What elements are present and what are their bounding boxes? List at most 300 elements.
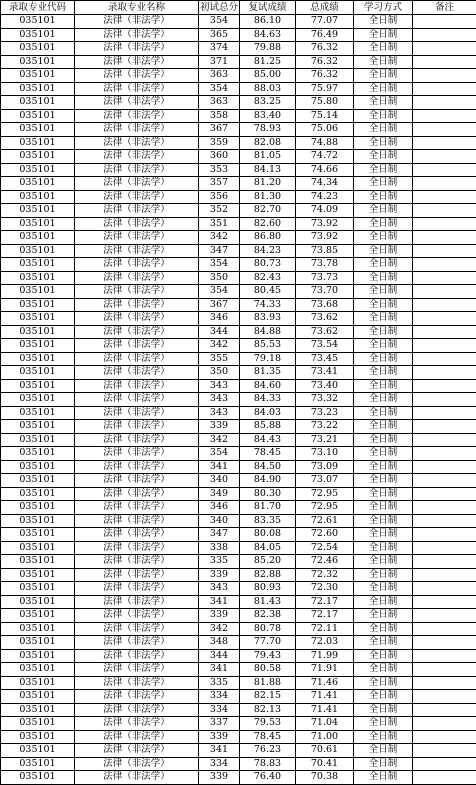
cell-major-name: 法律（非法学） (75, 514, 199, 528)
header-initial-score: 初试总分 (199, 1, 240, 15)
cell-major-code: 035101 (1, 622, 75, 636)
cell-major-code: 035101 (1, 42, 75, 56)
cell-study-mode: 全日制 (354, 703, 413, 717)
cell-major-code: 035101 (1, 703, 75, 717)
cell-retest-score: 86.10 (240, 15, 296, 29)
cell-remarks (413, 15, 476, 29)
cell-retest-score: 84.88 (240, 325, 296, 339)
cell-remarks (413, 717, 476, 731)
cell-major-code: 035101 (1, 609, 75, 623)
cell-study-mode: 全日制 (354, 757, 413, 771)
cell-major-code: 035101 (1, 366, 75, 380)
cell-major-code: 035101 (1, 717, 75, 731)
cell-retest-score: 80.58 (240, 663, 296, 677)
table-row (1, 258, 476, 272)
table-row (1, 636, 476, 650)
cell-initial-score: 339 (199, 771, 240, 785)
cell-major-name: 法律（非法学） (75, 501, 199, 515)
cell-major-name: 法律（非法学） (75, 15, 199, 29)
cell-total-score: 74.66 (296, 163, 354, 177)
cell-remarks (413, 352, 476, 366)
cell-retest-score: 82.88 (240, 568, 296, 582)
cell-remarks (413, 528, 476, 542)
cell-remarks (413, 555, 476, 569)
cell-major-code: 035101 (1, 420, 75, 434)
cell-major-name: 法律（非法学） (75, 528, 199, 542)
header-major-name: 录取专业名称 (75, 1, 199, 15)
cell-total-score: 73.45 (296, 352, 354, 366)
table-row (1, 163, 476, 177)
table-row (1, 501, 476, 515)
cell-total-score: 75.14 (296, 109, 354, 123)
cell-retest-score: 79.18 (240, 352, 296, 366)
header-remarks: 备注 (413, 1, 476, 15)
cell-retest-score: 76.23 (240, 744, 296, 758)
cell-remarks (413, 55, 476, 69)
cell-total-score: 71.00 (296, 730, 354, 744)
cell-initial-score: 354 (199, 258, 240, 272)
cell-major-name: 法律（非法学） (75, 393, 199, 407)
cell-study-mode: 全日制 (354, 258, 413, 272)
cell-major-name: 法律（非法学） (75, 123, 199, 137)
cell-remarks (413, 82, 476, 96)
table-row (1, 55, 476, 69)
table-row (1, 69, 476, 83)
cell-total-score: 74.88 (296, 136, 354, 150)
cell-study-mode: 全日制 (354, 433, 413, 447)
cell-total-score: 72.61 (296, 514, 354, 528)
cell-initial-score: 340 (199, 474, 240, 488)
cell-total-score: 76.32 (296, 42, 354, 56)
cell-study-mode: 全日制 (354, 285, 413, 299)
cell-remarks (413, 433, 476, 447)
cell-major-name: 法律（非法学） (75, 96, 199, 110)
cell-initial-score: 358 (199, 109, 240, 123)
cell-initial-score: 339 (199, 730, 240, 744)
cell-major-code: 035101 (1, 109, 75, 123)
cell-major-code: 035101 (1, 595, 75, 609)
cell-initial-score: 347 (199, 528, 240, 542)
cell-remarks (413, 609, 476, 623)
cell-major-code: 035101 (1, 55, 75, 69)
header-study-mode: 学习方式 (354, 1, 413, 15)
cell-major-code: 035101 (1, 379, 75, 393)
cell-study-mode: 全日制 (354, 744, 413, 758)
cell-retest-score: 81.20 (240, 177, 296, 191)
cell-major-code: 035101 (1, 690, 75, 704)
cell-retest-score: 78.93 (240, 123, 296, 137)
cell-major-name: 法律（非法学） (75, 379, 199, 393)
cell-remarks (413, 96, 476, 110)
cell-initial-score: 343 (199, 393, 240, 407)
table-row (1, 649, 476, 663)
cell-study-mode: 全日制 (354, 163, 413, 177)
cell-remarks (413, 744, 476, 758)
cell-study-mode: 全日制 (354, 595, 413, 609)
cell-initial-score: 347 (199, 244, 240, 258)
cell-major-code: 035101 (1, 69, 75, 83)
cell-major-name: 法律（非法学） (75, 730, 199, 744)
cell-initial-score: 339 (199, 609, 240, 623)
cell-remarks (413, 177, 476, 191)
cell-initial-score: 363 (199, 69, 240, 83)
cell-study-mode: 全日制 (354, 42, 413, 56)
cell-total-score: 70.38 (296, 771, 354, 785)
cell-remarks (413, 69, 476, 83)
cell-major-name: 法律（非法学） (75, 487, 199, 501)
cell-study-mode: 全日制 (354, 379, 413, 393)
cell-major-code: 035101 (1, 312, 75, 326)
cell-major-name: 法律（非法学） (75, 649, 199, 663)
cell-remarks (413, 244, 476, 258)
cell-remarks (413, 771, 476, 785)
table-row (1, 204, 476, 218)
cell-initial-score: 355 (199, 352, 240, 366)
cell-major-name: 法律（非法学） (75, 717, 199, 731)
cell-study-mode: 全日制 (354, 447, 413, 461)
cell-study-mode: 全日制 (354, 609, 413, 623)
header-total-score: 总成绩 (296, 1, 354, 15)
cell-study-mode: 全日制 (354, 393, 413, 407)
cell-remarks (413, 622, 476, 636)
cell-study-mode: 全日制 (354, 474, 413, 488)
cell-remarks (413, 123, 476, 137)
cell-retest-score: 84.43 (240, 433, 296, 447)
cell-major-name: 法律（非法学） (75, 231, 199, 245)
cell-remarks (413, 312, 476, 326)
cell-remarks (413, 649, 476, 663)
cell-study-mode: 全日制 (354, 15, 413, 29)
cell-major-name: 法律（非法学） (75, 271, 199, 285)
cell-total-score: 73.62 (296, 325, 354, 339)
cell-initial-score: 346 (199, 312, 240, 326)
cell-major-name: 法律（非法学） (75, 366, 199, 380)
cell-major-code: 035101 (1, 582, 75, 596)
cell-major-code: 035101 (1, 298, 75, 312)
cell-major-name: 法律（非法学） (75, 420, 199, 434)
cell-total-score: 75.06 (296, 123, 354, 137)
table-row (1, 757, 476, 771)
cell-initial-score: 341 (199, 595, 240, 609)
cell-initial-score: 354 (199, 82, 240, 96)
cell-study-mode: 全日制 (354, 231, 413, 245)
cell-retest-score: 82.60 (240, 217, 296, 231)
cell-remarks (413, 460, 476, 474)
cell-initial-score: 335 (199, 676, 240, 690)
cell-study-mode: 全日制 (354, 406, 413, 420)
cell-remarks (413, 541, 476, 555)
cell-study-mode: 全日制 (354, 325, 413, 339)
cell-remarks (413, 150, 476, 164)
cell-major-code: 035101 (1, 757, 75, 771)
cell-major-name: 法律（非法学） (75, 150, 199, 164)
cell-retest-score: 83.25 (240, 96, 296, 110)
cell-remarks (413, 379, 476, 393)
cell-major-name: 法律（非法学） (75, 541, 199, 555)
table-row (1, 744, 476, 758)
cell-initial-score: 342 (199, 231, 240, 245)
cell-remarks (413, 636, 476, 650)
cell-retest-score: 80.45 (240, 285, 296, 299)
cell-retest-score: 81.70 (240, 501, 296, 515)
cell-initial-score: 343 (199, 406, 240, 420)
cell-study-mode: 全日制 (354, 96, 413, 110)
cell-study-mode: 全日制 (354, 150, 413, 164)
cell-remarks (413, 325, 476, 339)
cell-initial-score: 354 (199, 285, 240, 299)
table-row (1, 447, 476, 461)
cell-initial-score: 354 (199, 447, 240, 461)
cell-retest-score: 85.20 (240, 555, 296, 569)
cell-remarks (413, 690, 476, 704)
header-major-code: 录取专业代码 (1, 1, 75, 15)
cell-initial-score: 350 (199, 271, 240, 285)
cell-study-mode: 全日制 (354, 460, 413, 474)
cell-total-score: 72.46 (296, 555, 354, 569)
cell-total-score: 73.73 (296, 271, 354, 285)
cell-total-score: 73.32 (296, 393, 354, 407)
cell-major-code: 035101 (1, 393, 75, 407)
cell-major-code: 035101 (1, 447, 75, 461)
cell-study-mode: 全日制 (354, 568, 413, 582)
cell-major-name: 法律（非法学） (75, 555, 199, 569)
cell-remarks (413, 406, 476, 420)
cell-study-mode: 全日制 (354, 190, 413, 204)
cell-retest-score: 83.35 (240, 514, 296, 528)
table-row (1, 541, 476, 555)
cell-major-code: 035101 (1, 217, 75, 231)
cell-initial-score: 344 (199, 325, 240, 339)
cell-retest-score: 84.05 (240, 541, 296, 555)
cell-study-mode: 全日制 (354, 298, 413, 312)
cell-total-score: 73.09 (296, 460, 354, 474)
cell-retest-score: 78.45 (240, 730, 296, 744)
cell-major-name: 法律（非法学） (75, 771, 199, 785)
cell-retest-score: 82.38 (240, 609, 296, 623)
cell-retest-score: 84.03 (240, 406, 296, 420)
cell-study-mode: 全日制 (354, 622, 413, 636)
cell-major-name: 法律（非法学） (75, 136, 199, 150)
cell-total-score: 72.11 (296, 622, 354, 636)
cell-remarks (413, 285, 476, 299)
cell-remarks (413, 231, 476, 245)
cell-initial-score: 341 (199, 744, 240, 758)
cell-retest-score: 74.33 (240, 298, 296, 312)
cell-study-mode: 全日制 (354, 771, 413, 785)
cell-total-score: 74.72 (296, 150, 354, 164)
cell-retest-score: 84.90 (240, 474, 296, 488)
cell-remarks (413, 366, 476, 380)
cell-total-score: 73.23 (296, 406, 354, 420)
cell-retest-score: 82.70 (240, 204, 296, 218)
table-row (1, 622, 476, 636)
table-row (1, 663, 476, 677)
cell-study-mode: 全日制 (354, 514, 413, 528)
cell-remarks (413, 420, 476, 434)
cell-major-code: 035101 (1, 258, 75, 272)
table-row (1, 136, 476, 150)
cell-major-name: 法律（非法学） (75, 258, 199, 272)
cell-total-score: 75.97 (296, 82, 354, 96)
cell-major-code: 035101 (1, 433, 75, 447)
cell-major-name: 法律（非法学） (75, 42, 199, 56)
cell-major-code: 035101 (1, 285, 75, 299)
cell-total-score: 76.49 (296, 28, 354, 42)
cell-major-name: 法律（非法学） (75, 109, 199, 123)
cell-total-score: 71.91 (296, 663, 354, 677)
cell-remarks (413, 474, 476, 488)
cell-total-score: 73.10 (296, 447, 354, 461)
cell-initial-score: 343 (199, 379, 240, 393)
cell-initial-score: 357 (199, 177, 240, 191)
cell-total-score: 73.78 (296, 258, 354, 272)
cell-initial-score: 341 (199, 663, 240, 677)
cell-major-name: 法律（非法学） (75, 217, 199, 231)
cell-major-name: 法律（非法学） (75, 82, 199, 96)
cell-major-name: 法律（非法学） (75, 69, 199, 83)
cell-major-code: 035101 (1, 150, 75, 164)
cell-study-mode: 全日制 (354, 339, 413, 353)
cell-total-score: 73.85 (296, 244, 354, 258)
cell-major-name: 法律（非法学） (75, 244, 199, 258)
table-row (1, 379, 476, 393)
cell-initial-score: 346 (199, 501, 240, 515)
cell-total-score: 73.41 (296, 366, 354, 380)
cell-remarks (413, 339, 476, 353)
table-row (1, 487, 476, 501)
cell-remarks (413, 730, 476, 744)
cell-major-code: 035101 (1, 339, 75, 353)
cell-total-score: 73.70 (296, 285, 354, 299)
cell-total-score: 73.92 (296, 217, 354, 231)
cell-major-name: 法律（非法学） (75, 663, 199, 677)
cell-major-code: 035101 (1, 460, 75, 474)
cell-major-code: 035101 (1, 15, 75, 29)
cell-study-mode: 全日制 (354, 136, 413, 150)
cell-total-score: 72.03 (296, 636, 354, 650)
cell-initial-score: 339 (199, 420, 240, 434)
cell-study-mode: 全日制 (354, 69, 413, 83)
cell-major-name: 法律（非法学） (75, 676, 199, 690)
cell-study-mode: 全日制 (354, 555, 413, 569)
cell-study-mode: 全日制 (354, 352, 413, 366)
cell-major-code: 035101 (1, 28, 75, 42)
cell-retest-score: 84.33 (240, 393, 296, 407)
cell-retest-score: 80.78 (240, 622, 296, 636)
cell-major-name: 法律（非法学） (75, 339, 199, 353)
cell-retest-score: 81.88 (240, 676, 296, 690)
cell-study-mode: 全日制 (354, 28, 413, 42)
cell-initial-score: 354 (199, 15, 240, 29)
cell-study-mode: 全日制 (354, 541, 413, 555)
cell-total-score: 73.21 (296, 433, 354, 447)
cell-initial-score: 344 (199, 649, 240, 663)
cell-initial-score: 349 (199, 487, 240, 501)
table-row (1, 123, 476, 137)
cell-retest-score: 83.40 (240, 109, 296, 123)
cell-initial-score: 342 (199, 622, 240, 636)
cell-major-code: 035101 (1, 177, 75, 191)
table-row (1, 312, 476, 326)
cell-retest-score: 86.80 (240, 231, 296, 245)
cell-initial-score: 352 (199, 204, 240, 218)
cell-retest-score: 79.53 (240, 717, 296, 731)
table-row (1, 28, 476, 42)
cell-major-code: 035101 (1, 244, 75, 258)
cell-remarks (413, 109, 476, 123)
table-row (1, 244, 476, 258)
table-body (1, 15, 476, 785)
table-row (1, 582, 476, 596)
cell-remarks (413, 190, 476, 204)
cell-total-score: 72.60 (296, 528, 354, 542)
table-row (1, 595, 476, 609)
cell-initial-score: 350 (199, 366, 240, 380)
cell-total-score: 73.92 (296, 231, 354, 245)
cell-total-score: 70.61 (296, 744, 354, 758)
cell-total-score: 76.32 (296, 69, 354, 83)
cell-total-score: 70.41 (296, 757, 354, 771)
cell-retest-score: 78.45 (240, 447, 296, 461)
cell-retest-score: 84.60 (240, 379, 296, 393)
cell-major-name: 法律（非法学） (75, 636, 199, 650)
cell-total-score: 72.95 (296, 487, 354, 501)
cell-remarks (413, 42, 476, 56)
cell-total-score: 72.17 (296, 609, 354, 623)
cell-retest-score: 79.88 (240, 42, 296, 56)
cell-major-name: 法律（非法学） (75, 433, 199, 447)
cell-study-mode: 全日制 (354, 123, 413, 137)
cell-total-score: 72.30 (296, 582, 354, 596)
cell-remarks (413, 28, 476, 42)
cell-remarks (413, 595, 476, 609)
cell-major-name: 法律（非法学） (75, 595, 199, 609)
cell-initial-score: 360 (199, 150, 240, 164)
cell-total-score: 76.32 (296, 55, 354, 69)
table-row (1, 420, 476, 434)
cell-retest-score: 81.30 (240, 190, 296, 204)
cell-major-code: 035101 (1, 163, 75, 177)
cell-major-code: 035101 (1, 514, 75, 528)
cell-major-code: 035101 (1, 744, 75, 758)
cell-remarks (413, 298, 476, 312)
cell-total-score: 73.54 (296, 339, 354, 353)
table-row (1, 217, 476, 231)
cell-remarks (413, 447, 476, 461)
cell-remarks (413, 487, 476, 501)
cell-total-score: 71.41 (296, 690, 354, 704)
cell-retest-score: 81.05 (240, 150, 296, 164)
cell-major-name: 法律（非法学） (75, 177, 199, 191)
cell-remarks (413, 393, 476, 407)
table-row (1, 555, 476, 569)
cell-study-mode: 全日制 (354, 582, 413, 596)
table-row (1, 717, 476, 731)
cell-total-score: 71.04 (296, 717, 354, 731)
cell-major-name: 法律（非法学） (75, 285, 199, 299)
cell-remarks (413, 217, 476, 231)
cell-retest-score: 81.25 (240, 55, 296, 69)
table-row (1, 352, 476, 366)
cell-study-mode: 全日制 (354, 663, 413, 677)
cell-retest-score: 81.43 (240, 595, 296, 609)
table-row (1, 568, 476, 582)
cell-major-name: 法律（非法学） (75, 690, 199, 704)
cell-total-score: 71.99 (296, 649, 354, 663)
cell-major-name: 法律（非法学） (75, 163, 199, 177)
cell-retest-score: 76.40 (240, 771, 296, 785)
cell-retest-score: 80.30 (240, 487, 296, 501)
